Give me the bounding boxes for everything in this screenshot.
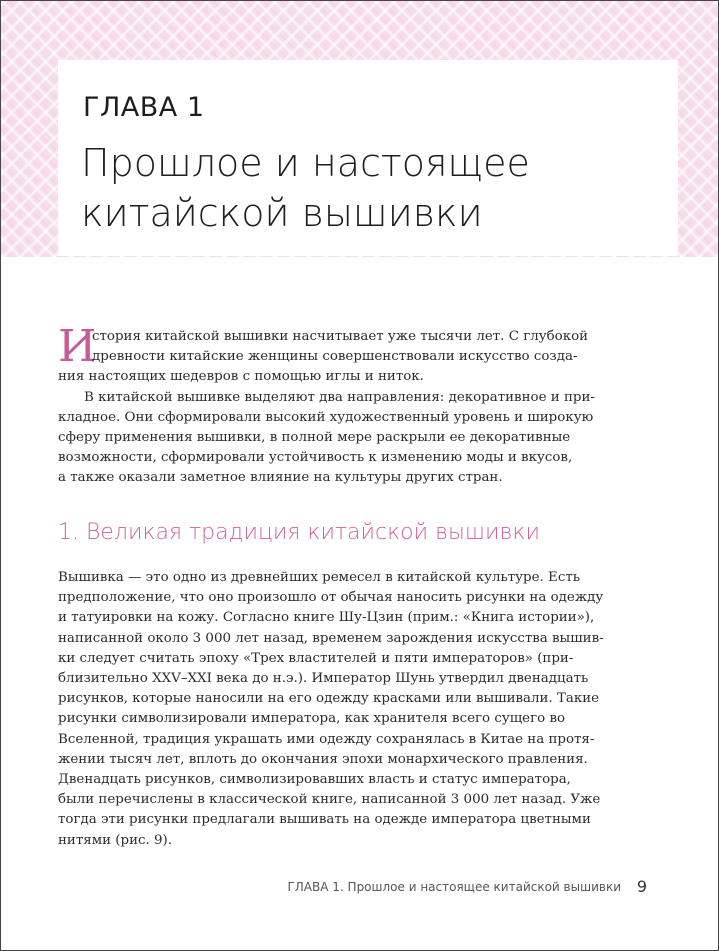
intro-line: стория китайской вышивки насчитывает уже тысячи лет. С глубокой <box>92 329 589 344</box>
intro-line: а также оказали заметное влияние на культуры других стран. <box>58 470 503 486</box>
intro-line: древности китайские женщины совершенствовали искусство созда- <box>92 349 578 365</box>
drop-cap: И <box>58 321 97 372</box>
intro-line: сферу применения вышивки, в полной мере раскрыли ее декоративные <box>58 430 571 446</box>
intro-line: ния настоящих шедевров с помощью иглы и ниток. <box>58 369 424 385</box>
running-footer <box>287 880 621 894</box>
section-body <box>58 568 604 851</box>
body-line: и татуировки на кожу. Согласно книге Шу-Цзин (прим.: «Книга истории»), <box>58 610 595 626</box>
chapter-title-line-2: китайской вышивки <box>81 191 483 235</box>
intro-line: В китайской вышивке выделяют два направления: декоративное и при- <box>84 389 595 405</box>
intro-line: кладное. Они сформировали высокий художественный уровень и широкую <box>58 409 594 425</box>
body-line: рисунки символизировали императора, как хранителя всего сущего во <box>58 711 566 727</box>
body-line: близительно XXV–XXI века до н.э.). Император Шунь утвердил двенадцать <box>58 671 589 687</box>
running-title: ГЛАВА 1. Прошлое и настоящее китайской вышивки <box>287 880 621 894</box>
body-line: были перечислены в классической книге, написанной 3 000 лет назад. Уже <box>58 792 601 808</box>
body-line: Вышивка — это одно из древнейших ремесел в китайской культуре. Есть <box>58 570 581 585</box>
chapter-title-line-1: Прошлое и настоящее <box>81 141 530 185</box>
page-number: 9 <box>636 877 647 896</box>
body-line: жении тысяч лет, вплоть до окончания эпохи монархического правления. <box>58 751 588 767</box>
intro-paragraphs <box>58 321 598 489</box>
body-line: нитями (рис. 9). <box>58 832 173 848</box>
body-line: Вселенной, традиция украшать ими одежду сохранялась в Китае на протя- <box>58 731 595 747</box>
body-line: тогда эти рисунки предлагали вышивать на одежде императора цветными <box>58 812 591 828</box>
section-heading: 1. Великая традиция китайской вышивки <box>58 520 540 545</box>
chapter-label: ГЛАВА 1 <box>83 92 205 123</box>
body-line: ки следует считать эпоху «Трех властителей и пяти императоров» (при- <box>58 650 574 666</box>
body-line: написанной около 3 000 лет назад, временем зарождения искусства вышив- <box>58 630 604 646</box>
intro-line: возможности, сформировали устойчивость к изменению моды и вкусов, <box>58 450 573 466</box>
chapter-title <box>81 138 641 238</box>
body-line: рисунков, которые наносили на его одежду красками или вышивали. Такие <box>58 691 600 707</box>
body-line: предположение, что оно произошло от обычая наносить рисунки на одежду <box>58 590 604 606</box>
body-line: Двенадцать рисунков, символизировавших власть и статус императора, <box>58 772 571 788</box>
